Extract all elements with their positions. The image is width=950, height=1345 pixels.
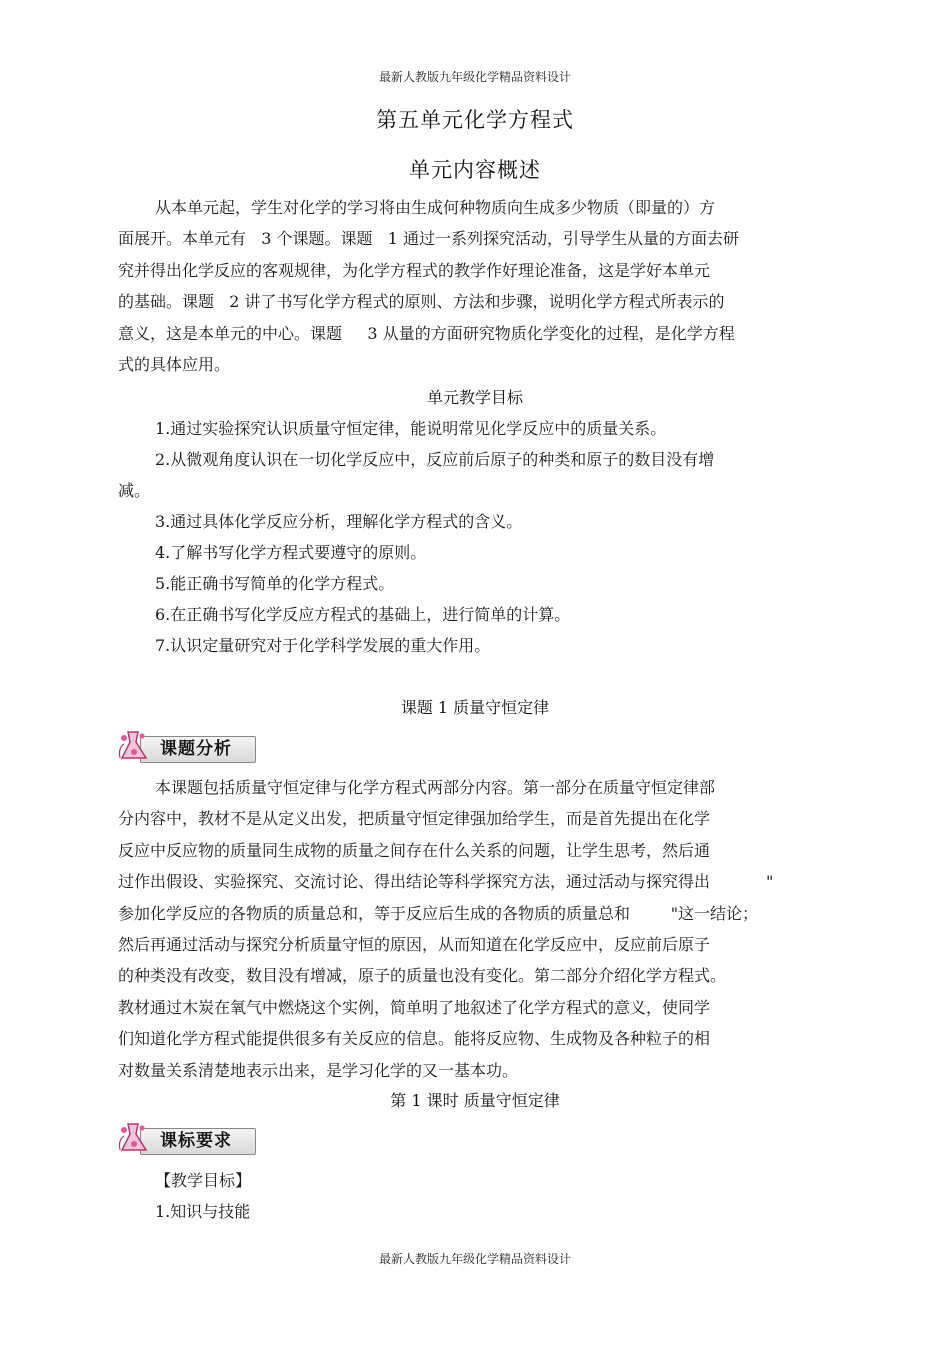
- analysis-line: 分内容中，教材不是从定义出发，把质量守恒定律强加给学生，而是首先提出在化学: [118, 809, 711, 829]
- analysis-line: 反应中反应物的质量同生成物的质量之间存在什么关系的问题，让学生思考，然后通: [118, 840, 711, 860]
- overview-line: 式的具体应用。: [118, 354, 231, 374]
- page-footer: 最新人教版九年级化学精品资料设计: [378, 1252, 571, 1266]
- period-heading: 第 1 课时 质量守恒定律: [390, 1091, 560, 1110]
- objective-item-continuation: 减。: [118, 481, 151, 500]
- teaching-goal-heading: 【教学目标】: [155, 1171, 252, 1190]
- objective-item: 4.了解书写化学方程式要遵守的原则。: [155, 543, 427, 562]
- objective-item: 3.通过具体化学反应分析，理解化学方程式的含义。: [155, 512, 523, 531]
- objective-item: 2.从微观角度认识在一切化学反应中，反应前后原子的种类和原子的数目没有增: [155, 450, 715, 469]
- section-badge-standards: [116, 1120, 256, 1156]
- analysis-line: 的种类没有改变，数目没有增减，原子的质量也没有变化。第二部分介绍化学方程式。: [118, 966, 727, 986]
- overview-line: 究并得出化学反应的客观规律，为化学方程式的教学作好理论准备，这是学好本单元: [118, 260, 711, 280]
- objective-item: 7.认识定量研究对于化学科学发展的重大作用。: [155, 636, 491, 655]
- analysis-paragraph: [118, 772, 838, 1086]
- flask-icon: [116, 1120, 156, 1156]
- page-subtitle: 单元内容概述: [409, 158, 541, 182]
- analysis-line: 教材通过木炭在氧气中燃烧这个实例，简单明了地叙述了化学方程式的意义，使同学: [118, 997, 711, 1017]
- overview-line: 面展开。本单元有 3 个课题。课题 1 通过一系列探究活动，引导学生从量的方面去研: [118, 229, 740, 249]
- analysis-line: 对数量关系清楚地表示出来，是学习化学的又一基本功。: [118, 1060, 519, 1080]
- objective-item: 6.在正确书写化学反应方程式的基础上，进行简单的计算。: [155, 605, 571, 624]
- objectives-heading: 单元教学目标: [426, 388, 523, 407]
- section-badge-analysis: [116, 728, 256, 764]
- teaching-goals: [118, 1165, 838, 1227]
- objective-item: 5.能正确书写简单的化学方程式。: [155, 574, 395, 593]
- overview-line: 的基础。课题 2 讲了书写化学方程式的原则、方法和步骤，说明化学方程式所表示的: [118, 292, 725, 312]
- overview-line: 意义，这是本单元的中心。课题 3 从量的方面研究物质化学变化的过程，是化学方程: [118, 323, 735, 343]
- overview-paragraph: [118, 192, 838, 380]
- objectives-list: [118, 413, 838, 661]
- badge-label: 课标要求: [160, 1131, 232, 1151]
- overview-line: 从本单元起，学生对化学的学习将由生成何种物质向生成多少物质（即量的）方: [155, 198, 716, 217]
- page-title: 第五单元化学方程式: [376, 108, 574, 132]
- analysis-line: 过作出假设、实验探究、交流讨论、得出结论等科学探究方法，通过活动与探究得出 ": [118, 872, 774, 892]
- flask-icon: [116, 728, 156, 764]
- objective-item: 1.通过实验探究认识质量守恒定律，能说明常见化学反应中的质量关系。: [155, 419, 667, 438]
- knowledge-skill-heading: 1.知识与技能: [155, 1202, 251, 1221]
- badge-label: 课题分析: [160, 739, 232, 759]
- analysis-line: 然后再通过活动与探究分析质量守恒的原因，从而知道在化学反应中，反应前后原子: [118, 934, 711, 954]
- analysis-line: 们知道化学方程式能提供很多有关反应的信息。能将反应物、生成物及各种粒子的相: [118, 1029, 711, 1049]
- analysis-line: 参加化学反应的各物质的质量总和，等于反应后生成的各物质的质量总和 "这一结论；: [118, 903, 759, 923]
- page-header: 最新人教版九年级化学精品资料设计: [378, 70, 571, 84]
- analysis-line: 本课题包括质量守恒定律与化学方程式两部分内容。第一部分在质量守恒定律部: [155, 778, 716, 797]
- lesson-heading: 课题 1 质量守恒定律: [400, 698, 550, 717]
